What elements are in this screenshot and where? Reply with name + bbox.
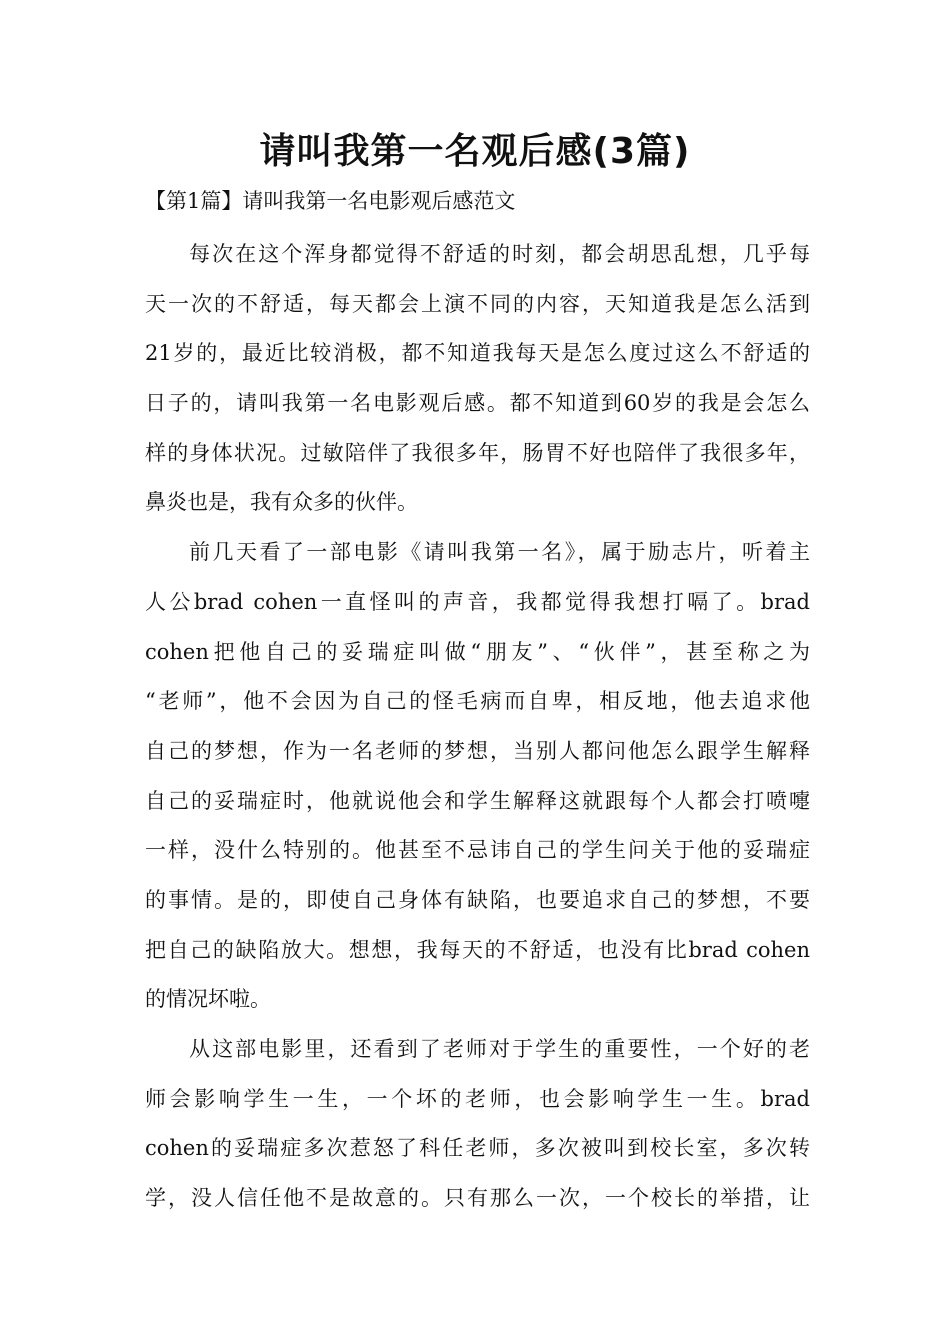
text-line: 的事情。是的，即使自己身体有缺陷，也要追求自己的梦想，不要 xyxy=(145,887,810,912)
text-line: 学，没人信任他不是故意的。只有那么一次，一个校长的举措，让 xyxy=(145,1186,810,1211)
paragraph xyxy=(145,528,810,1025)
text-line: 从这部电影里，还看到了老师对于学生的重要性，一个好的老 xyxy=(189,1037,810,1061)
text-line: cohen的妥瑞症多次惹怒了科任老师，多次被叫到校长室，多次转 xyxy=(145,1136,810,1161)
text-line: 自己的妥瑞症时，他就说他会和学生解释这就跟每个人都会打喷嚏 xyxy=(145,788,810,813)
text-line: 自己的梦想，作为一名老师的梦想，当别人都问他怎么跟学生解释 xyxy=(145,738,810,763)
text-line: cohen把他自己的妥瑞症叫做“朋友”、“伙伴”，甚至称之为 xyxy=(145,639,810,664)
text-line: 人公brad cohen一直怪叫的声音，我都觉得我想打嗝了。brad xyxy=(145,589,810,614)
document-title: 请叫我第一名观后感(3篇) xyxy=(259,131,691,172)
text-line: 每次在这个浑身都觉得不舒适的时刻，都会胡思乱想，几乎每 xyxy=(189,242,810,266)
text-line: 的情况坏啦。 xyxy=(145,987,271,1012)
text-line: 把自己的缺陷放大。想想，我每天的不舒适，也没有比brad cohen xyxy=(145,937,810,962)
text-line: 天一次的不舒适，每天都会上演不同的内容，天知道我是怎么活到 xyxy=(145,291,810,316)
text-line: 鼻炎也是，我有众多的伙伴。 xyxy=(145,490,418,515)
text-line: 前几天看了一部电影《请叫我第一名》，属于励志片，听着主 xyxy=(189,540,810,565)
paragraph xyxy=(145,230,810,528)
text-line: 师会影响学生一生，一个坏的老师，也会影响学生一生。brad xyxy=(145,1086,810,1111)
text-line: “老师”，他不会因为自己的怪毛病而自卑，相反地，他去追求他 xyxy=(145,689,810,714)
section-heading: 【第1篇】请叫我第一名电影观后感范文 xyxy=(145,189,516,213)
text-line: 21岁的，最近比较消极，都不知道我每天是怎么度过这么不舒适的 xyxy=(145,341,810,366)
paragraph xyxy=(145,1025,810,1224)
text-line: 一样，没什么特别的。他甚至不忌讳自己的学生问关于他的妥瑞症 xyxy=(145,838,810,863)
text-line: 样的身体状况。过敏陪伴了我很多年，肠胃不好也陪伴了我很多年， xyxy=(145,440,810,465)
document-body xyxy=(145,230,810,1224)
text-line: 日子的，请叫我第一名电影观后感。都不知道到60岁的我是会怎么 xyxy=(145,391,810,416)
